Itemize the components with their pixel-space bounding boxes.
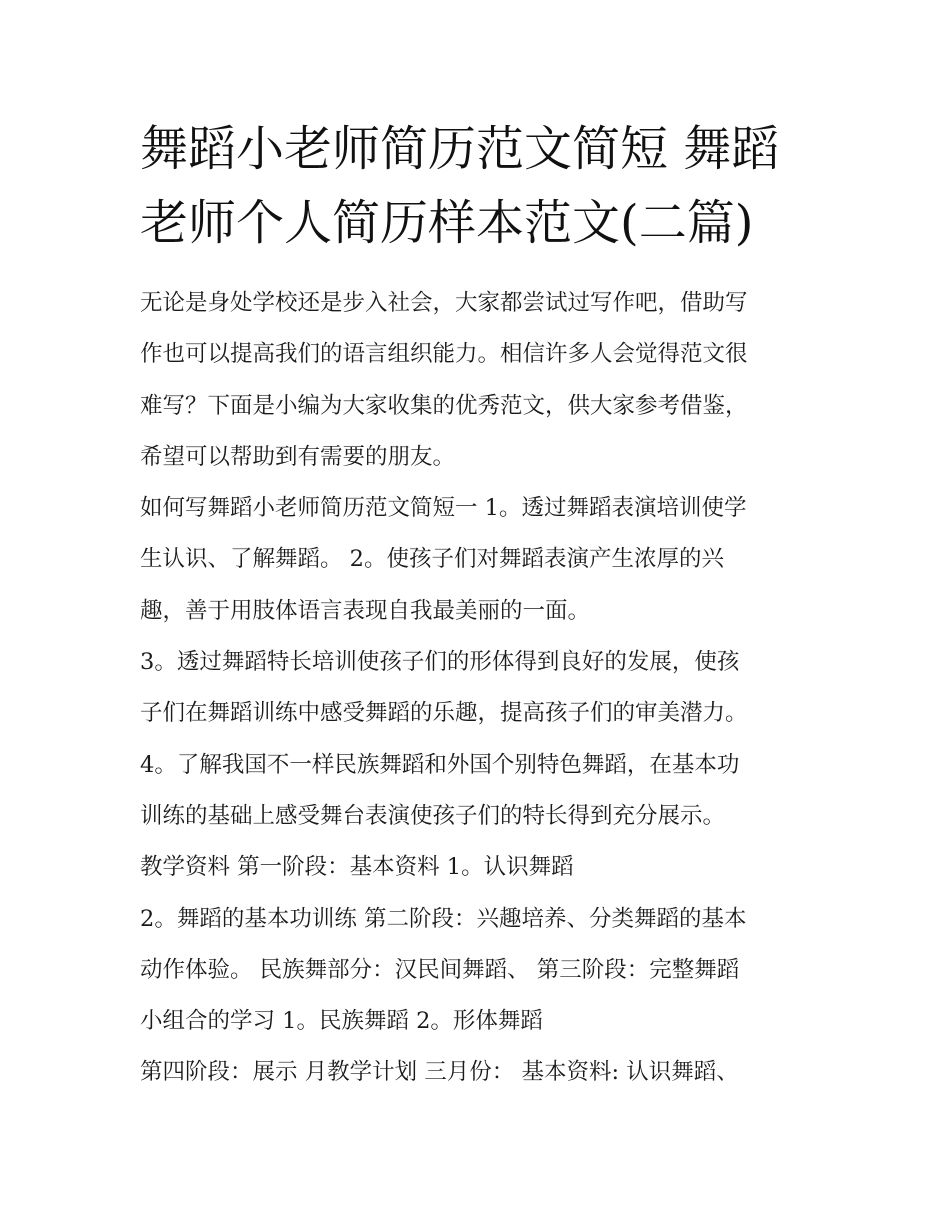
body-line: 趣，善于用肢体语言表现自我最美丽的一面。 bbox=[140, 597, 591, 624]
body-line: 4。了解我国不一样民族舞蹈和外国个别特色舞蹈，在基本功 bbox=[140, 751, 740, 778]
body-line: 动作体验。 民族舞部分：汉民间舞蹈、 第三阶段：完整舞蹈 bbox=[140, 956, 740, 983]
body-line: 小组合的学习 1。民族舞蹈 2。形体舞蹈 bbox=[140, 1008, 543, 1035]
document-title bbox=[140, 112, 820, 260]
body-line: 难写？下面是小编为大家收集的优秀范文，供大家参考借鉴， bbox=[140, 392, 748, 419]
body-line: 希望可以帮助到有需要的朋友。 bbox=[140, 443, 456, 470]
body-line: 生认识、了解舞蹈。 2。使孩子们对舞蹈表演产生浓厚的兴 bbox=[140, 546, 724, 573]
body-line: 训练的基础上感受舞台表演使孩子们的特长得到充分展示。 bbox=[140, 802, 726, 829]
body-line: 教学资料 第一阶段：基本资料 1。认识舞蹈 bbox=[140, 854, 574, 881]
body-line: 如何写舞蹈小老师简历范文简短一 1。透过舞蹈表演培训使学 bbox=[140, 495, 747, 522]
title-line: 舞蹈小老师简历范文简短 舞蹈 bbox=[140, 121, 780, 177]
body-line: 无论是身处学校还是步入社会，大家都尝试过写作吧，借助写 bbox=[140, 290, 748, 316]
document-body bbox=[140, 278, 820, 1099]
body-line: 第四阶段：展示 月教学计划 三月份： 基本资料: 认识舞蹈、 bbox=[140, 1059, 739, 1086]
body-line: 子们在舞蹈训练中感受舞蹈的乐趣，提高孩子们的审美潜力。 bbox=[140, 700, 748, 727]
body-line: 作也可以提高我们的语言组织能力。相信许多人会觉得范文很 bbox=[140, 341, 748, 368]
body-line: 2。舞蹈的基本功训练 第二阶段：兴趣培养、分类舞蹈的基本 bbox=[140, 905, 747, 932]
body-line: 3。透过舞蹈特长培训使孩子们的形体得到良好的发展，使孩 bbox=[140, 649, 740, 676]
title-line: 老师个人简历样本范文(二篇) bbox=[140, 195, 754, 251]
